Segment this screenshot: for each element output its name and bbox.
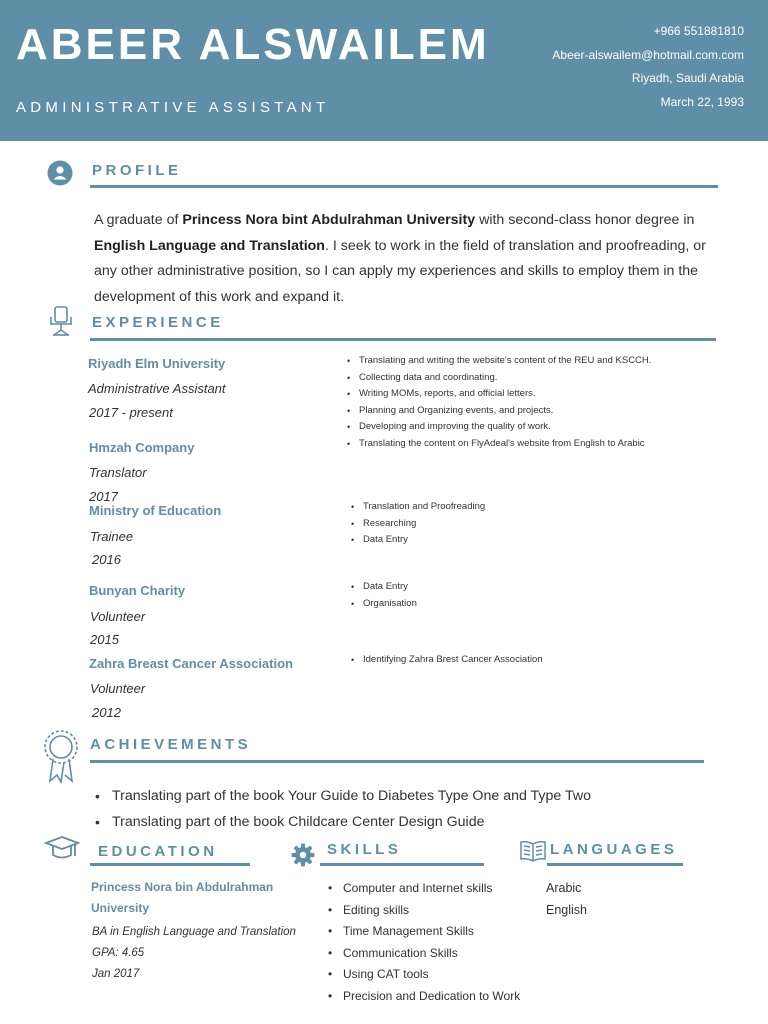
gear-icon: [291, 843, 315, 867]
list-item: • Planning and Organizing events, and projects.: [345, 403, 651, 420]
job-dates: 2015: [90, 632, 119, 647]
job-role: Trainee: [90, 529, 134, 544]
list-item: Arabic: [546, 881, 582, 895]
achievements-divider: [90, 760, 704, 763]
list-item: English: [546, 903, 587, 917]
job-role: Volunteer: [90, 681, 146, 696]
list-item: • Data Entry: [349, 532, 485, 549]
contact-info: [552, 20, 744, 114]
degree-name: English Language and Translation: [94, 237, 325, 254]
job-organization: Ministry of Education: [89, 503, 222, 518]
education-degree: BA in English Language and Translation: [92, 926, 296, 938]
list-item: • Communication Skills: [325, 943, 520, 965]
education-gpa: GPA: 4.65: [92, 947, 145, 959]
job-dates: 2012: [92, 705, 121, 720]
graduation-cap-icon: [44, 834, 80, 864]
skills-divider: [320, 863, 484, 866]
list-item: • Computer and Internet skills: [325, 878, 520, 900]
university-name: Princess Nora bint Abdulrahman University: [182, 212, 476, 228]
phone-number: +966 551881810: [653, 24, 744, 38]
job-role: Administrative Assistant: [88, 381, 226, 396]
list-item: • Organisation: [349, 596, 417, 613]
job-duties-list: [349, 499, 485, 549]
list-item: • Collecting data and coordinating.: [345, 370, 651, 387]
job-organization: Hmzah Company: [89, 440, 195, 455]
list-item: • Data Entry: [349, 579, 417, 596]
profile-divider: [90, 185, 718, 188]
candidate-name: ABEER ALSWAILEM: [16, 20, 490, 69]
list-item: • Translating part of the book Your Guide to Diabetes Type One and Type Two: [90, 783, 591, 809]
languages-heading: LANGUAGES: [550, 841, 678, 858]
email-address[interactable]: Abeer-alswailem@hotmail.com.com: [552, 47, 744, 62]
job-dates: 2016: [92, 552, 121, 567]
achievements-heading: ACHIEVEMENTS: [90, 736, 252, 753]
list-item: • Using CAT tools: [325, 964, 520, 986]
skills-heading: SKILLS: [327, 841, 402, 858]
user-icon: [47, 160, 73, 186]
list-item: • Translating the content on FlyAdeal's website from English to Arabic: [345, 436, 651, 453]
list-item: • Editing skills: [325, 900, 520, 922]
job-duties-list: [345, 353, 651, 452]
list-item: • Writing MOMs, reports, and official letters.: [345, 386, 651, 403]
education-divider: [90, 863, 250, 866]
job-dates: 2017 - present: [89, 405, 173, 420]
list-item: • Precision and Dedication to Work: [325, 986, 520, 1008]
book-icon: [519, 839, 547, 863]
skills-list: [325, 878, 520, 1007]
list-item: • Developing and improving the quality of work.: [345, 419, 651, 436]
languages-divider: [547, 863, 683, 866]
list-item: • Translating and writing the website's content of the REU and KSCCH.: [345, 353, 651, 370]
job-title: ADMINISTRATIVE ASSISTANT: [16, 99, 330, 116]
job-role: Translator: [89, 465, 147, 480]
job-dates: 2017: [89, 489, 118, 504]
job-role: Volunteer: [90, 609, 146, 624]
list-item: • Translation and Proofreading: [349, 499, 485, 516]
list-item: • Researching: [349, 516, 485, 533]
achievements-list: [90, 783, 591, 835]
experience-heading: EXPERIENCE: [92, 314, 224, 331]
job-organization: Riyadh Elm University: [88, 356, 226, 371]
job-organization: Zahra Breast Cancer Association: [89, 656, 293, 671]
list-item: • Time Management Skills: [325, 921, 520, 943]
job-duties-list: [349, 652, 543, 669]
education-date: Jan 2017: [92, 968, 140, 980]
profile-summary: A graduate of Princess Nora bint Abdulrahman University with second-class honor degree in English Language and Translation. I seek to work in the field of translation and proofreading, or any other administrative position, so I can apply my experiences and skills to employ them in the development of this work and expand it.: [94, 212, 706, 305]
award-ribbon-icon: [42, 728, 80, 784]
location: Riyadh, Saudi Arabia: [631, 71, 744, 85]
experience-divider: [90, 338, 716, 341]
languages-list: [546, 877, 587, 921]
education-heading: EDUCATION: [98, 843, 218, 860]
education-school: Princess Nora bin Abdulrahman University: [91, 880, 274, 915]
list-item: • Identifying Zahra Brest Cancer Association: [349, 652, 543, 669]
profile-heading: PROFILE: [92, 162, 182, 179]
desk-chair-icon: [48, 305, 74, 337]
job-duties-list: [349, 579, 417, 612]
birth-date: March 22, 1993: [660, 94, 744, 109]
list-item: • Translating part of the book Childcare Center Design Guide: [90, 809, 591, 835]
job-organization: Bunyan Charity: [89, 583, 186, 598]
